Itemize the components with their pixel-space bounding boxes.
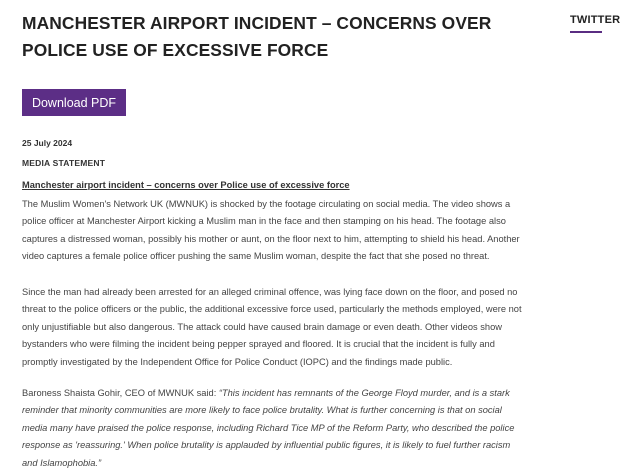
- twitter-heading[interactable]: TWITTER: [570, 14, 621, 26]
- paragraph-3: [22, 385, 527, 468]
- paragraph-2: Since the man had already been arrested for an alleged criminal offence, was lying face down on the floor, and posed no threat to the police officers or the public, the additional excessive force used, particularly the methods employed, were not only unjustifiable but also dangerous. The attack could have caused brain damage or even death. Other videos show bystanders who were filming the incident being pepper sprayed and floored. It is crucial that the incident is fully and promptly investigated by the Independent Office for Police Conduct (IOPC) and the findings made public.: [22, 287, 522, 367]
- paragraph-1: The Muslim Women's Network UK (MWNUK) is shocked by the footage circulating on social media. The video shows a police officer at Manchester Airport kicking a Muslim man in the face and then stamping on his head. The footage also captures a distressed woman, possibly his mother or aunt, on the floor next to him, attempting to shield his head. Another video captures a female police officer pushing the same Muslim woman, despite the fact that she posed no threat.: [22, 199, 520, 262]
- twitter-underline: [570, 31, 602, 33]
- quote-attribution: Baroness Shaista Gohir, CEO of MWNUK said:: [22, 388, 219, 398]
- statement-subheading[interactable]: Manchester airport incident – concerns over Police use of excessive force: [22, 180, 350, 190]
- download-pdf-button[interactable]: Download PDF: [22, 89, 126, 116]
- sidebar: [570, 14, 630, 33]
- page-title: MANCHESTER AIRPORT INCIDENT – CONCERNS OVER POLICE USE OF EXCESSIVE FORCE: [22, 13, 492, 60]
- media-statement-label: MEDIA STATEMENT: [22, 158, 106, 168]
- article-header: [22, 10, 537, 64]
- quote-text: “This incident has remnants of the George Floyd murder, and is a stark reminder that minority communities are more likely to face police brutality. What is further concerning is that on social media many have praised the police response, including Richard Tice MP of the Reform Party, who described the police response as 'reassuring.' When police brutality is applauded by influential public figures, it is likely to fuel further racism and Islamophobia.”: [22, 388, 515, 468]
- statement-date: 25 July 2024: [22, 138, 73, 148]
